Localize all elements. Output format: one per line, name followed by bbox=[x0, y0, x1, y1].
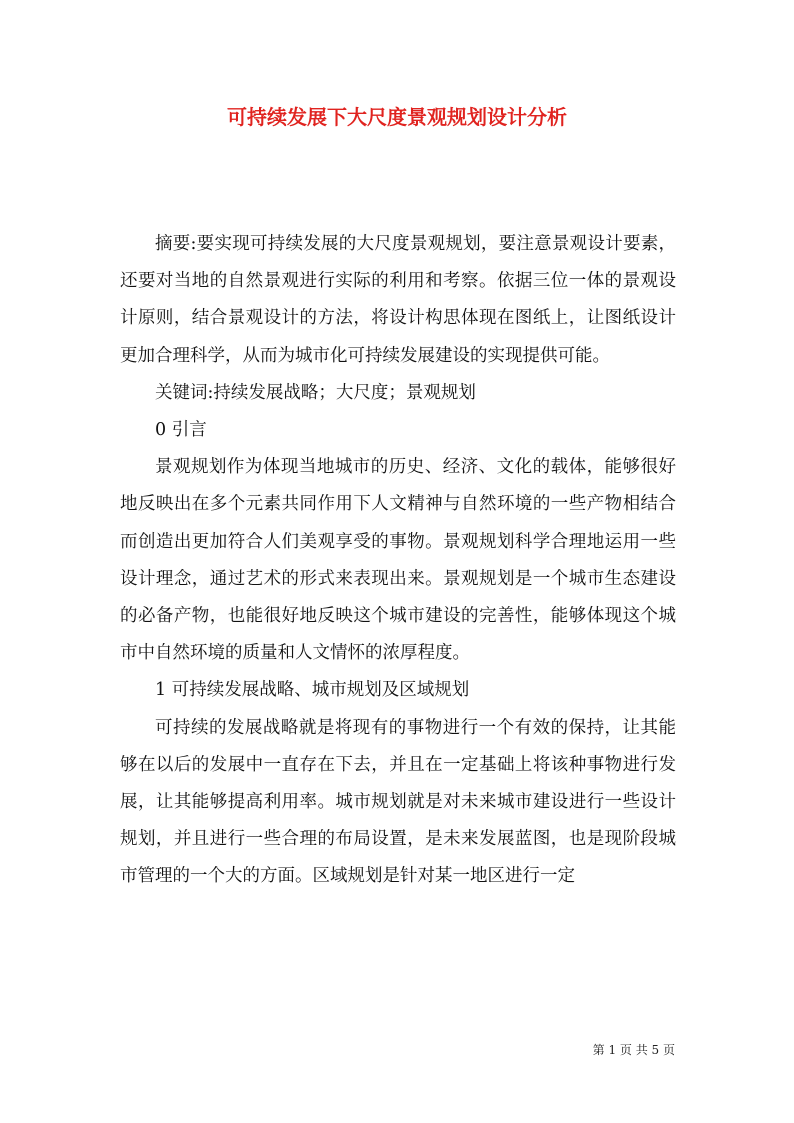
introduction-paragraph: 景观规划作为体现当地城市的历史、经济、文化的载体，能够很好地反映出在多个元素共同作用下人文精神与自然环境的一些产物相结合而创造出更加符合人们美观享受的事物。景观规划科学合理地运用一些设计理念，通过艺术的形式来表现出来。景观规划是一个城市生态建设的必备产物，也能很好地反映这个城市建设的完善性，能够体现这个城市中自然环境的质量和人文情怀的浓厚程度。 bbox=[120, 457, 676, 664]
section-heading-1: 1 可持续发展战略、城市规划及区域规划 bbox=[155, 680, 470, 701]
abstract-paragraph: 摘要:要实现可持续发展的大尺度景观规划，要注意景观设计要素，还要对当地的自然景观进行实际的利用和考察。依据三位一体的景观设计原则，结合景观设计的方法，将设计构思体现在图纸上，让图纸设计更加合理科学，从而为城市化可持续发展建设的实现提供可能。 bbox=[120, 234, 676, 366]
page-number-footer: 第 1 页 共 5 页 bbox=[592, 1043, 675, 1057]
section-heading-introduction: 0 引言 bbox=[155, 420, 207, 441]
keywords-paragraph: 关键词:持续发展战略；大尺度；景观规划 bbox=[155, 382, 476, 403]
section-1-paragraph: 可持续的发展战略就是将现有的事物进行一个有效的保持，让其能够在以后的发展中一直存在下去，并且在一定基础上将该种事物进行发展，让其能够提高利用率。城市规划就是对未来城市建设进行一些设计规划，并且进行一些合理的布局设置，是未来发展蓝图，也是现阶段城市管理的一个大的方面。区域规划是针对某一地区进行一定 bbox=[120, 717, 676, 887]
document-title: 可持续发展下大尺度景观规划设计分析 bbox=[227, 105, 567, 129]
document-body bbox=[120, 226, 676, 896]
